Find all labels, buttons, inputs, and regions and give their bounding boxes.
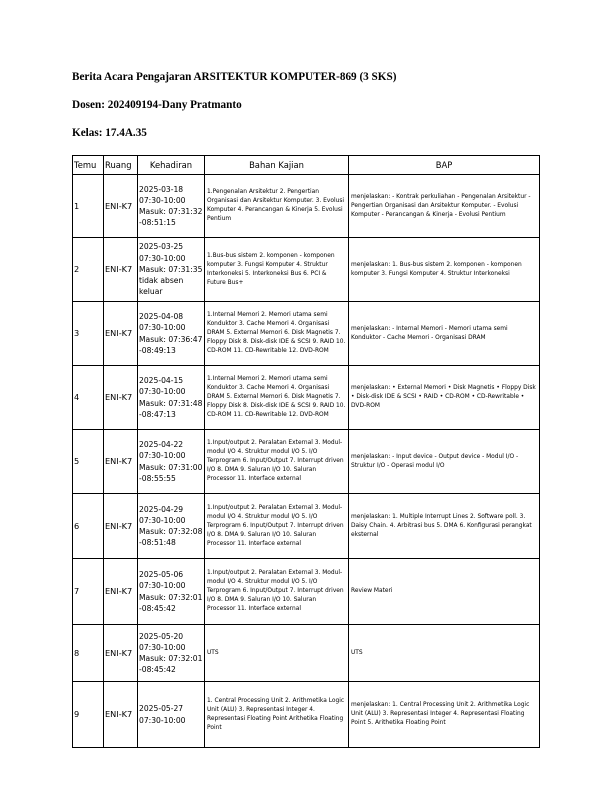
- column-header-bahan-kajian: Bahan Kajian: [205, 156, 349, 175]
- room-cell: ENI-K7: [104, 238, 138, 302]
- study-material-cell: 1.Input/output 2. Peralatan External 3. Modul-modul I/O 4. Struktur modul I/O 5. I/O Terprogram 6. Input/Output 7. Interrupt driven I/O 8. DMA 9. Saluran I/O 10. Saluran Processor 11. Interface external: [205, 430, 349, 494]
- teaching-record-table: [72, 155, 540, 748]
- room-cell: ENI-K7: [104, 175, 138, 238]
- table-row: [73, 625, 540, 682]
- table-body: [73, 175, 540, 748]
- meeting-number-cell: 4: [73, 366, 104, 430]
- table-row: [73, 559, 540, 625]
- study-material-cell: 1.Input/output 2. Peralatan External 3. Modul-modul I/O 4. Struktur modul I/O 5. I/O Terprogram 6. Input/Output 7. Interrupt driven I/O 8. DMA 9. Saluran I/O 10. Saluran Processor 11. Interface external: [205, 559, 349, 625]
- attendance-line: 07:30-10:00: [139, 253, 186, 263]
- table-row: [73, 302, 540, 366]
- table-row: [73, 238, 540, 302]
- attendance-line: -08:49:13: [139, 345, 176, 355]
- attendance-line: keluar: [139, 287, 163, 297]
- attendance-line: 2025-03-25: [139, 242, 184, 252]
- attendance-line: 2025-04-08: [139, 312, 184, 322]
- attendance-line: 07:30-10:00: [139, 195, 186, 205]
- study-material-cell: UTS: [205, 625, 349, 682]
- table-row: [73, 175, 540, 238]
- attendance-line: 07:30-10:00: [139, 642, 186, 652]
- bap-cell: menjelaskan: - Internal Memori - Memori utama semi Konduktor - Cache Memori - Organisasi DRAM: [349, 302, 540, 366]
- attendance-line: 2025-05-20: [139, 631, 184, 641]
- attendance-line: -08:55:55: [139, 473, 176, 483]
- attendance-cell: [138, 175, 205, 238]
- table-row: [73, 682, 540, 748]
- table-row: [73, 430, 540, 494]
- attendance-line: 07:30-10:00: [139, 581, 186, 591]
- document-title: Berita Acara Pengajaran ARSITEKTUR KOMPUTER-869 (3 SKS): [72, 71, 397, 83]
- attendance-line: 07:30-10:00: [139, 451, 186, 461]
- bap-cell: Review Materi: [349, 559, 540, 625]
- attendance-line: Masuk: 07:31:35: [139, 264, 203, 274]
- table-row: [73, 366, 540, 430]
- study-material-cell: 1.Pengenalan Arsitektur 2. Pengertian Organisasi dan Arsitektur Komputer. 3. Evolusi Komputer 4. Perancangan & Kinerja 5. Evolusi Pentium: [205, 175, 349, 238]
- attendance-line: 07:30-10:00: [139, 715, 186, 725]
- meeting-number-cell: 8: [73, 625, 104, 682]
- attendance-line: -08:51:48: [139, 538, 176, 548]
- room-cell: ENI-K7: [104, 366, 138, 430]
- attendance-line: Masuk: 07:32:08: [139, 527, 203, 536]
- bap-cell: menjelaskan: - Kontrak perkuliahan - Pengenalan Arsitektur - Pengertian Organisasi dan Arsitektur Komputer. - Evolusi Komputer - Perancangan & Kinerja - Evolusi Pentium: [349, 175, 540, 238]
- bap-cell: menjelaskan: • External Memori • Disk Magnetis • Floppy Disk • Disk-disk IDE & SCSI • RAID • CD-ROM • CD-Rewritable • DVD-ROM: [349, 366, 540, 430]
- study-material-cell: 1.Bus-bus sistem 2. komponen - komponen komputer 3. Fungsi Komputer 4. Struktur Interkoneksi 5. Interkoneksi Bus 6. PCI & Future Bus+: [205, 238, 349, 302]
- column-header-bap: BAP: [349, 156, 540, 175]
- document-header: [72, 70, 396, 154]
- room-cell: ENI-K7: [104, 494, 138, 559]
- attendance-line: Masuk: 07:31:32: [139, 207, 203, 216]
- attendance-line: Masuk: 07:36:47: [139, 334, 203, 344]
- column-header-kehadiran: Kehadiran: [138, 156, 205, 175]
- attendance-cell: [138, 494, 205, 559]
- attendance-line: 07:30-10:00: [139, 323, 186, 333]
- attendance-line: -08:45:42: [139, 665, 176, 675]
- attendance-cell: [138, 559, 205, 625]
- attendance-line: Masuk: 07:32:01: [139, 592, 203, 602]
- bap-cell: menjelaskan: 1. Bus-bus sistem 2. komponen - komponen komputer 3. Fungsi Komputer 4. Struktur Interkoneksi: [349, 238, 540, 302]
- column-header-temu: Temu: [73, 156, 104, 175]
- meeting-number-cell: 6: [73, 494, 104, 559]
- attendance-cell: [138, 625, 205, 682]
- attendance-line: 2025-04-29: [139, 504, 184, 514]
- meeting-number-cell: 2: [73, 238, 104, 302]
- attendance-line: -08:51:15: [139, 218, 176, 228]
- bap-cell: UTS: [349, 625, 540, 682]
- attendance-cell: [138, 430, 205, 494]
- bap-cell: menjelaskan: - Input device - Output device - Modul I/O - Struktur I/O - Operasi modul I/O: [349, 430, 540, 494]
- meeting-number-cell: 7: [73, 559, 104, 625]
- attendance-line: tidak absen: [139, 276, 184, 286]
- study-material-cell: 1.Internal Memori 2. Memori utama semi Konduktor 3. Cache Memori 4. Organisasi DRAM 5. External Memori 6. Disk Magnetis 7. Floppy Disk 8. Disk-disk IDE & SCSI 9. RAID 10. CD-ROM 11. CD-Rewritable 12. DVD-ROM: [205, 366, 349, 430]
- meeting-number-cell: 9: [73, 682, 104, 748]
- attendance-line: Masuk: 07:31:48: [139, 398, 203, 408]
- lecturer-line: Dosen: 202409194-Dany Pratmanto: [72, 99, 242, 111]
- attendance-line: 2025-05-27: [139, 704, 184, 714]
- attendance-line: Masuk: 07:31:00: [139, 462, 203, 472]
- room-cell: ENI-K7: [104, 625, 138, 682]
- study-material-cell: 1.Input/output 2. Peralatan External 3. Modul-modul I/O 4. Struktur modul I/O 5. I/O Terprogram 6. Input/Output 7. Interrupt driven I/O 8. DMA 9. Saluran I/O 10. Saluran Processor 11. Interface external: [205, 494, 349, 559]
- attendance-line: -08:45:42: [139, 603, 176, 613]
- attendance-line: Masuk: 07:32:01: [139, 654, 203, 663]
- meeting-number-cell: 1: [73, 175, 104, 238]
- study-material-cell: 1. Central Processing Unit 2. Arithmetika Logic Unit (ALU) 3. Representasi Integer 4. Representasi Floating Point Arithetika Floating Point: [205, 682, 349, 748]
- attendance-line: -08:47:13: [139, 409, 176, 419]
- room-cell: ENI-K7: [104, 559, 138, 625]
- attendance-line: 07:30-10:00: [139, 387, 186, 397]
- bap-cell: menjelaskan: 1. Multiple Interrupt Lines 2. Software poll. 3. Daisy Chain. 4. Arbitrasi bus 5. DMA 6. Konfigurasi perangkat eksternal: [349, 494, 540, 559]
- table-row: [73, 494, 540, 559]
- attendance-line: 2025-04-15: [139, 376, 184, 386]
- attendance-line: 2025-04-22: [139, 440, 184, 450]
- attendance-cell: [138, 302, 205, 366]
- attendance-cell: [138, 682, 205, 748]
- attendance-line: 07:30-10:00: [139, 515, 186, 525]
- study-material-cell: 1.Internal Memori 2. Memori utama semi Konduktor 3. Cache Memori 4. Organisasi DRAM 5. External Memori 6. Disk Magnetis 7. Floppy Disk 8. Disk-disk IDE & SCSI 9. RAID 10. CD-ROM 11. CD-Rewritable 12. DVD-ROM: [205, 302, 349, 366]
- attendance-line: 2025-05-06: [139, 570, 184, 580]
- attendance-line: 2025-03-18: [139, 184, 184, 194]
- meeting-number-cell: 3: [73, 302, 104, 366]
- table-header-row: [73, 156, 540, 175]
- room-cell: ENI-K7: [104, 302, 138, 366]
- class-line: Kelas: 17.4A.35: [72, 127, 147, 139]
- attendance-cell: [138, 238, 205, 302]
- meeting-number-cell: 5: [73, 430, 104, 494]
- column-header-ruang: Ruang: [104, 156, 138, 175]
- bap-cell: menjelaskan: 1. Central Processing Unit 2. Arithmetika Logic Unit (ALU) 3. Representasi Integer 4. Representasi Floating Point 5. Arithetika Floating Point: [349, 682, 540, 748]
- room-cell: ENI-K7: [104, 682, 138, 748]
- room-cell: ENI-K7: [104, 430, 138, 494]
- attendance-cell: [138, 366, 205, 430]
